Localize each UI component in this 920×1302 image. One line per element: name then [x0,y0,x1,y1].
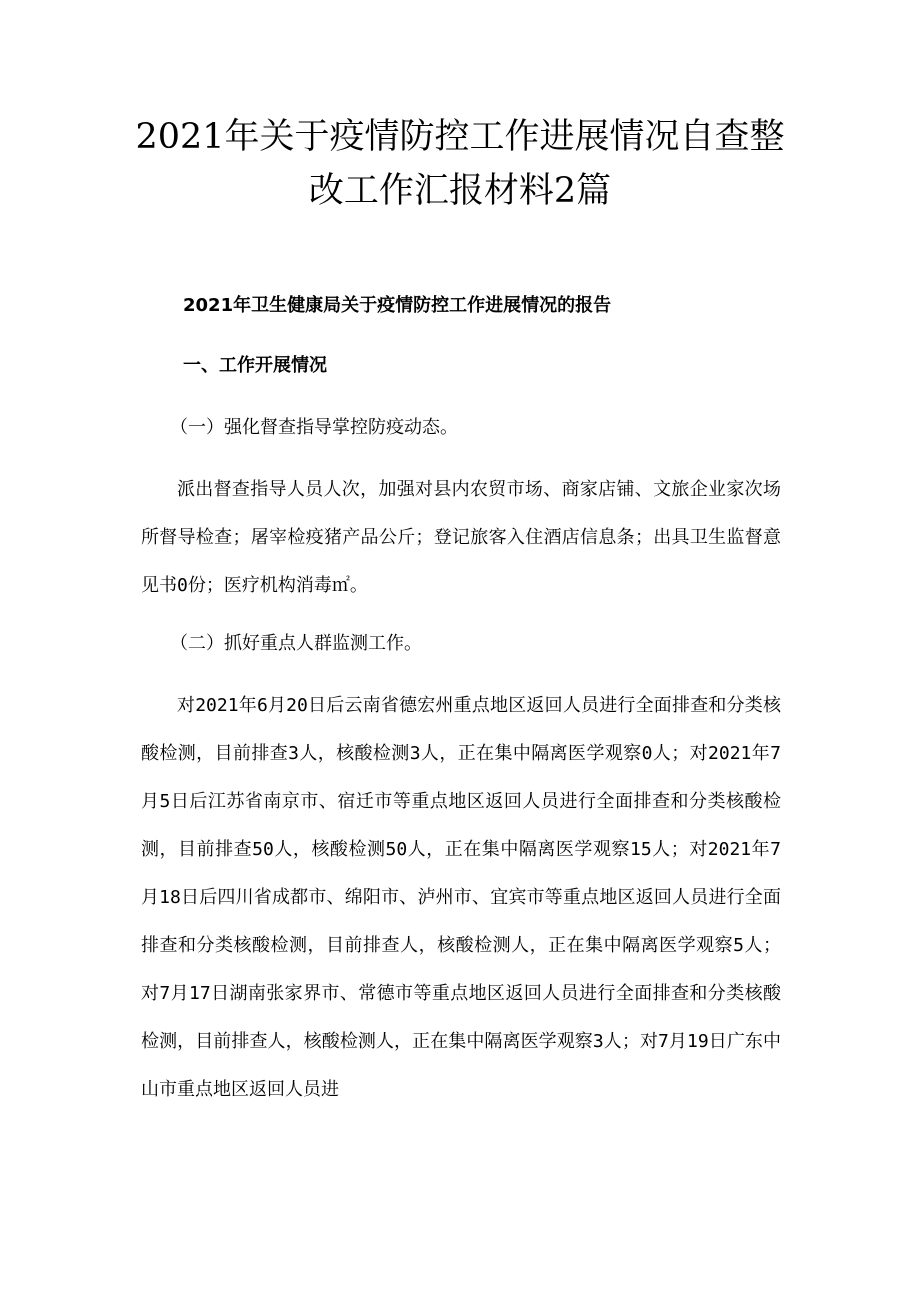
report-subtitle: 2021年卫生健康局关于疫情防控工作进展情况的报告 [183,295,612,316]
subheading-supervision: （一）强化督查指导掌控防疫动态。 [170,417,458,438]
paragraph-supervision: 派出督查指导人员人次，加强对县内农贸市场、商家店铺、文旅企业家次场所督导检查；屠宰检疫猪产品公斤；登记旅客入住酒店信息条；出具卫生监督意见书0份；医疗机构消毒㎡。 [141,479,781,596]
section-heading-work-status: 一、工作开展情况 [183,355,327,376]
document-title: 2021年关于疫情防控工作进展情况自查整改工作汇报材料2篇 [135,117,785,211]
paragraph-key-population: 对2021年6月20日后云南省德宏州重点地区返回人员进行全面排查和分类核酸检测，目前排查3人，核酸检测3人，正在集中隔离医学观察0人；对2021年7月5日后江苏省南京市、宿迁市等重点地区返回人员进行全面排查和分类核酸检测，目前排查50人，核酸检测50人，正在集中隔离医学观察15人；对2021年7月18日后四川省成都市、绵阳市、泸州市、宜宾市等重点地区返回人员进行全面排查和分类核酸检测，目前排查人，核酸检测人，正在集中隔离医学观察5人；对7月17日湖南张家界市、常德市等重点地区返回人员进行全面排查和分类核酸检测，目前排查人，核酸检测人，正在集中隔离医学观察3人；对7月19日广东中山市重点地区返回人员进 [141,695,781,1100]
subheading-key-population: （二）抓好重点人群监测工作。 [170,633,422,654]
